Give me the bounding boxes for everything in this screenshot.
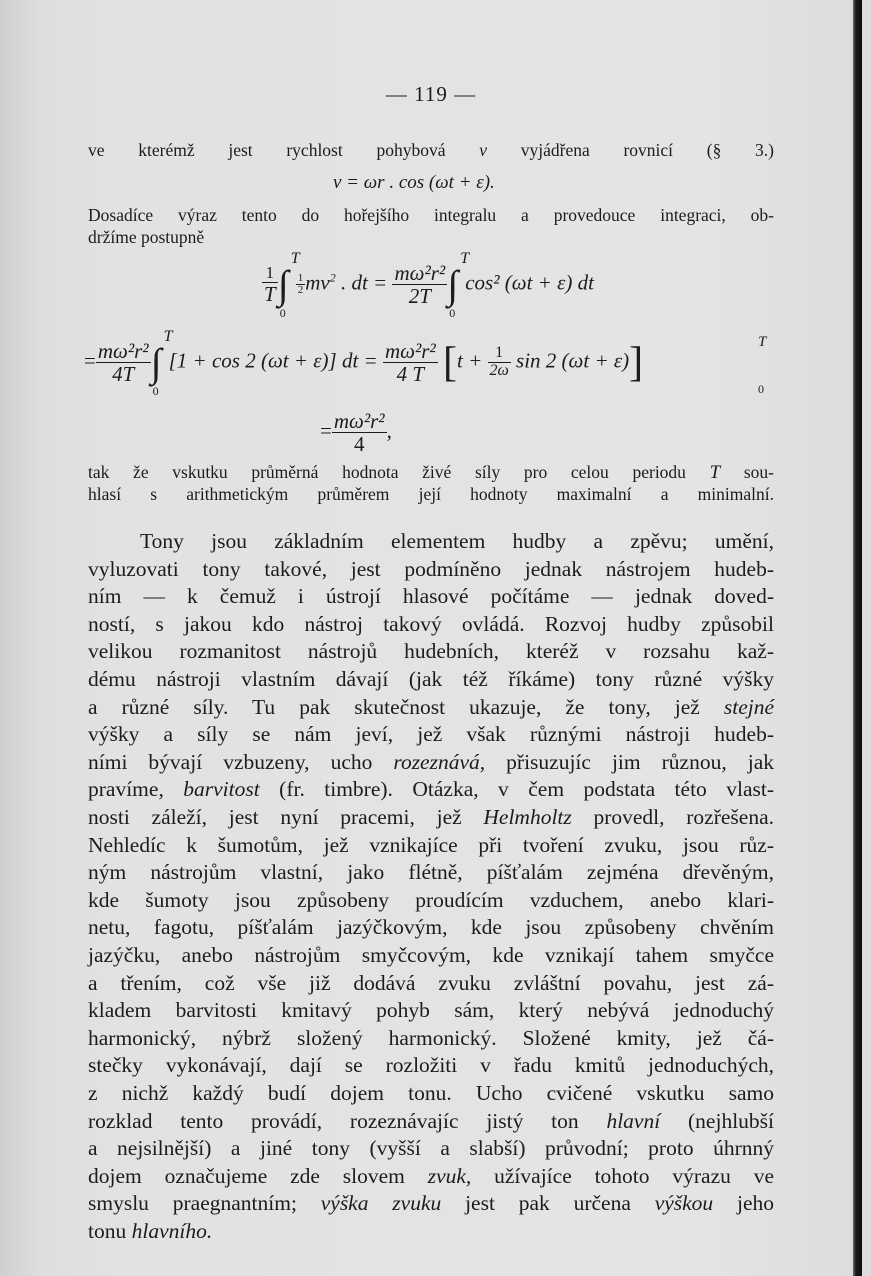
text-span: jeho bbox=[737, 1191, 775, 1216]
emphasis-text: rozeznává, bbox=[393, 749, 486, 774]
upper-limit: T bbox=[758, 334, 767, 350]
text-span: provedl, rozřešena. bbox=[593, 805, 774, 829]
paragraph-line bbox=[88, 1081, 774, 1106]
text-span: kde šumoty jsou způsobeny proudícím vzduchem, anebo klari- bbox=[88, 887, 774, 912]
paragraph-line bbox=[88, 1053, 774, 1078]
text-span: Nehledíc k šumotům, jež vznikajíce při tvoření zvuku, jsou růz- bbox=[88, 832, 774, 857]
paragraph-line bbox=[88, 1136, 774, 1161]
paragraph-line bbox=[88, 557, 774, 582]
emphasis-text: Helmholtz bbox=[483, 805, 572, 829]
page-number: — 119 — bbox=[385, 82, 477, 106]
text-span: a nejsilnější) a jiné tony (vyšší a slabší) průvodní; proto úhrnný bbox=[88, 1136, 774, 1161]
fraction: $\frac{\text{mω²r²}}{2T}$ bbox=[394, 261, 446, 309]
text-span: pravíme, bbox=[88, 777, 164, 802]
text-span: ností, s jakou kdo nástroj takový ovládá. Rozvoj hudby způsobil bbox=[88, 611, 774, 636]
emphasis-text: výškou bbox=[654, 1191, 714, 1216]
paragraph-line bbox=[88, 1109, 774, 1134]
text-span: velikou rozmanitost nástrojů hudebních, kteréž v rozsahu kaž- bbox=[88, 639, 774, 664]
text-span: vyjádřena rovnicí (§ 3.) bbox=[520, 140, 775, 160]
text-span: jazýčku, anebo nástrojům smyčcovým, kde vznikají tahem smyčce bbox=[88, 943, 774, 967]
text-span: nosti záleží, jest nyní pracemi, jež bbox=[88, 805, 462, 829]
paragraph-line bbox=[88, 1191, 774, 1216]
conclusion-line-2: hlasí s arithmetickým průměrem její hodnoty maximalní a minimalní. bbox=[88, 484, 774, 504]
emphasis-text: hlavního. bbox=[131, 1219, 213, 1243]
paragraph-line bbox=[88, 722, 774, 747]
paragraph-line bbox=[88, 1026, 774, 1051]
page-edge-shadow bbox=[853, 0, 862, 1276]
emphasis-text: hlavní bbox=[606, 1108, 661, 1133]
emphasis-text: stejné bbox=[723, 694, 775, 719]
text-span: přisuzujíc jim různou, jak bbox=[506, 749, 774, 774]
velocity-equation: v = ωr . cos (ωt + ε). bbox=[333, 172, 495, 193]
paragraph-line bbox=[88, 998, 774, 1023]
paragraph-line bbox=[88, 888, 774, 913]
text-span: harmonický, nýbrž složený harmonický. Složené kmity, jež čá- bbox=[88, 1025, 774, 1050]
text-span: vyluzovati tony takové, jest podmíněno jednak nástrojem hudeb- bbox=[88, 556, 774, 581]
half-fraction: $\frac{1}{2}$ bbox=[297, 271, 304, 297]
text-span: ním — k čemuž i ústrojí hlasové počítáme — jednak doved- bbox=[88, 584, 774, 609]
paragraph-line bbox=[88, 695, 774, 720]
text-span: užívajíce tohoto výrazu ve bbox=[494, 1163, 774, 1188]
paragraph-line bbox=[88, 971, 774, 996]
fraction: $\frac{\text{mω²r²}}{4T}$ bbox=[97, 339, 149, 387]
text-span: netu, fagotu, píšťalám jazýčkovým, kde jsou způsobeny chvěním bbox=[88, 915, 774, 940]
text-span: smyslu praegnantním; bbox=[88, 1191, 297, 1216]
integral-sign: ∫ T 0 bbox=[447, 249, 470, 320]
text-span: a různé síly. Tu pak skutečnost ukazuje, že tony, jež bbox=[88, 694, 700, 719]
emphasis-text: výška zvuku bbox=[320, 1191, 442, 1216]
paragraph-line bbox=[88, 584, 774, 609]
paragraph-line bbox=[88, 639, 774, 664]
fraction: $\frac{1}{T}$ bbox=[264, 263, 276, 306]
paragraph-line bbox=[88, 1164, 774, 1189]
paragraph-line bbox=[88, 943, 774, 968]
paragraph-line bbox=[88, 1219, 774, 1244]
formula-2: = $\frac{\text{mω²r²}}{4T}$ ∫ T 0 [1 + cos 2 (ωt + ε)] dt = $\frac{\text{mω²r²}}{4 T}$ [t + $\frac{1}{2\omega}$ sin 2 (ωt + ε)] bbox=[84, 327, 644, 398]
emphasis-text: barvitost bbox=[183, 777, 260, 802]
emphasis-text: zvuk, bbox=[427, 1163, 472, 1188]
variable-v: v bbox=[479, 140, 487, 160]
intro-line-2: Dosadíce výraz tento do hořejšího integralu a provedouce integraci, ob- bbox=[88, 205, 774, 225]
text-span: a třením, což vše již dodává zvuku zvláštní povahu, jest zá- bbox=[88, 970, 774, 995]
fraction: $\frac{1}{2\omega}$ bbox=[489, 344, 509, 380]
text-span: výšky a síly se nám jeví, jež však různými nástroji hudeb- bbox=[88, 722, 774, 747]
integral-sign: ∫ T 0 bbox=[150, 327, 173, 398]
fraction: $\frac{\text{mω²r²}}{4 T}$ bbox=[384, 339, 436, 387]
paragraph-line bbox=[88, 667, 774, 692]
intro-line-3: držíme postupně bbox=[88, 227, 205, 247]
text-span: ve kterémž jest rychlost pohybová bbox=[88, 140, 446, 160]
intro-line-1 bbox=[88, 140, 774, 161]
paragraph-line bbox=[88, 750, 774, 775]
text-span: tonu bbox=[88, 1219, 127, 1243]
text-span: Tony jsou základním elementem hudby a zpěvu; umění, bbox=[140, 529, 774, 553]
text-span: (nejhlubší bbox=[688, 1108, 775, 1133]
lower-limit: 0 bbox=[758, 382, 764, 396]
conclusion-line-1: tak že vskutku průměrná hodnota živé síly pro celou periodu T sou- bbox=[88, 462, 774, 483]
fraction: $\frac{\text{mω²r²}}{4}$ bbox=[333, 409, 385, 457]
text-span: dojem označujeme zde slovem bbox=[88, 1163, 405, 1188]
formula-3: = $\frac{\text{mω²r²}}{4}$ , bbox=[320, 409, 392, 457]
text-span: stečky vykonávají, dají se rozložiti v řadu kmitů jednoduchých, bbox=[88, 1053, 774, 1078]
variable-T: T bbox=[709, 462, 721, 483]
integral-sign: ∫ T 0 bbox=[277, 249, 300, 320]
paragraph-line bbox=[88, 915, 774, 940]
text-span: rozklad tento provádí, rozeznávajíc jistý ton bbox=[88, 1108, 579, 1133]
text-span: (fr. timbre). Otázka, v čem podstata této vlast- bbox=[279, 777, 774, 802]
formula-1: $\frac{1}{T}$ ∫ T 0 $\frac{1}{2}$ $mv^2$ . dt = $\frac{\text{mω²r²}}{2T}$ ∫ T 0 cos² (ωt + ε) dt bbox=[264, 249, 594, 320]
paragraph-line bbox=[88, 833, 774, 858]
paragraph-line bbox=[140, 529, 774, 554]
text-span: dému nástroji vlastním dávají (jak též říkáme) tony různé výšky bbox=[88, 667, 774, 691]
text-span: ným nástrojům vlastní, jako flétně, píšťalám zejména dřevěným, bbox=[88, 860, 774, 885]
text-span: kladem barvitosti kmitavý pohyb sám, který nebývá jednoduchý bbox=[88, 998, 774, 1023]
paragraph-line bbox=[88, 777, 774, 802]
paragraph-line bbox=[88, 612, 774, 637]
paragraph-line bbox=[88, 860, 774, 885]
text-span: z nichž každý budí dojem tonu. Ucho cvičené vskutku samo bbox=[88, 1081, 774, 1105]
text-span: ními bývají vzbuzeny, ucho bbox=[88, 749, 373, 774]
paragraph-line bbox=[88, 805, 774, 830]
text-span: jest pak určena bbox=[465, 1191, 631, 1216]
